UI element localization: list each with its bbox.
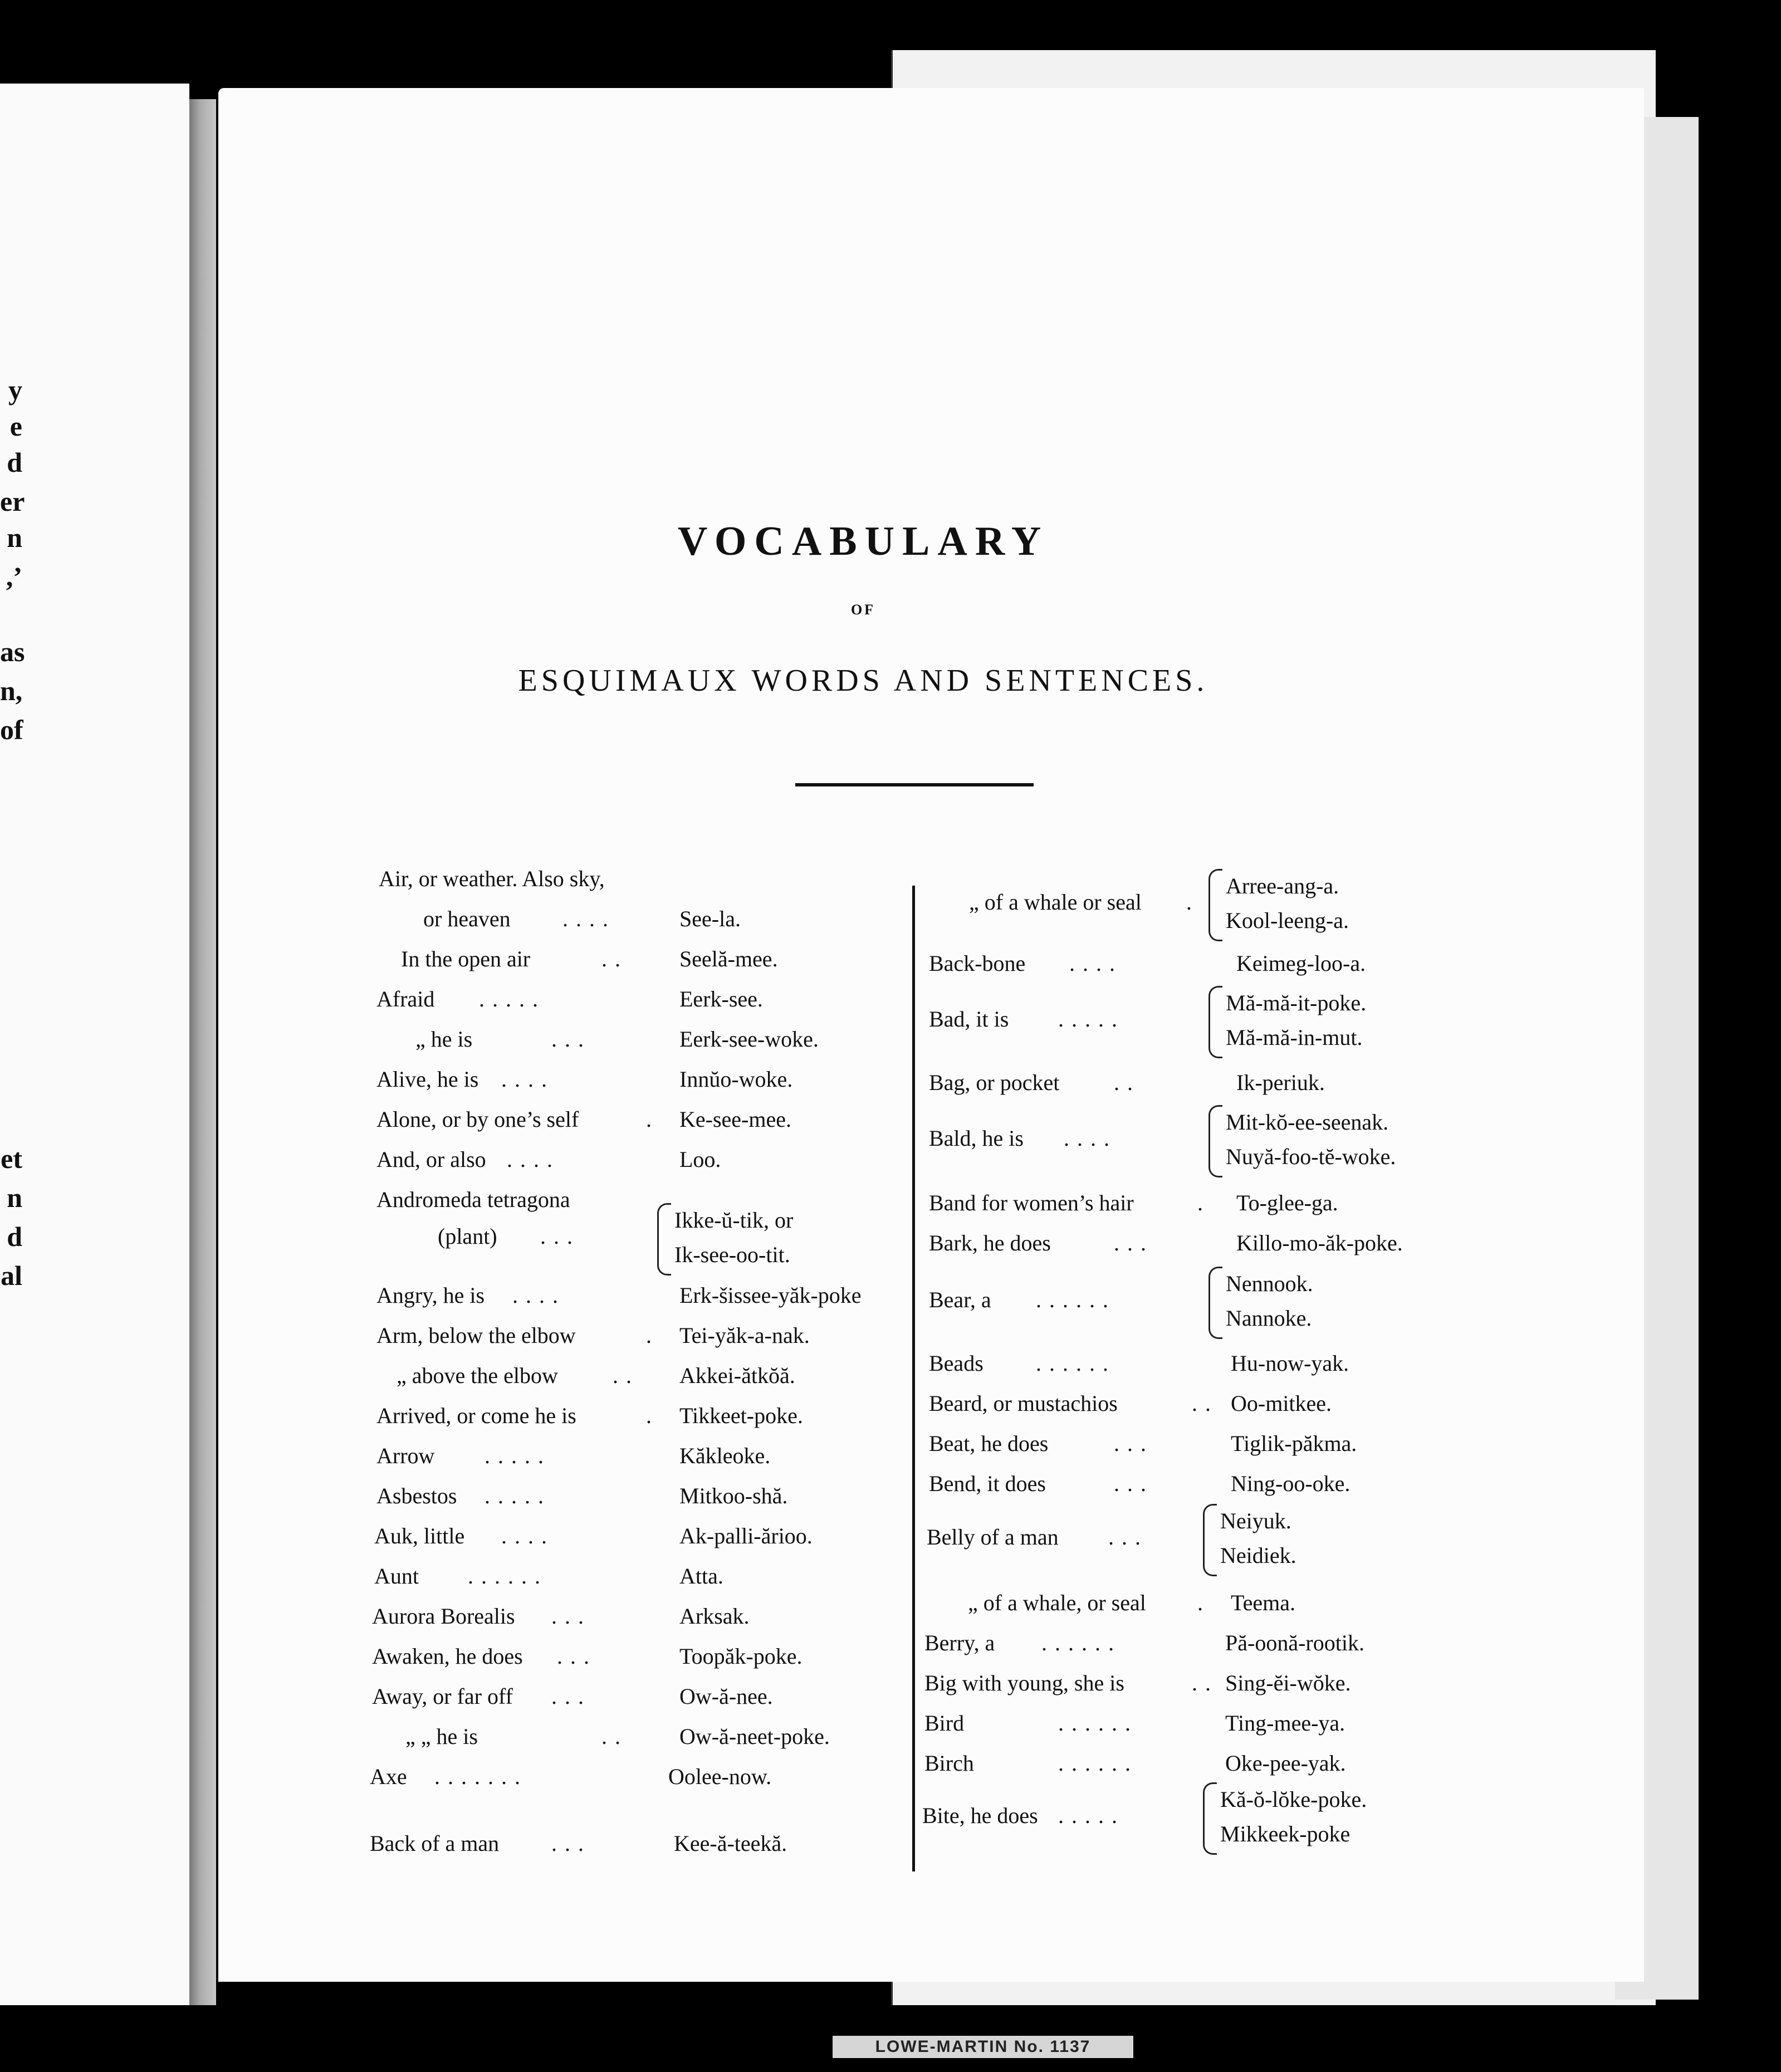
dots-text: . . . xyxy=(540,1224,574,1249)
esquimaux-term: Ak-palli-ărioo. xyxy=(679,1523,813,1548)
entry-english xyxy=(929,947,1025,980)
leader-dots xyxy=(1069,947,1116,980)
entry-english xyxy=(376,983,434,1016)
leader-dots xyxy=(1197,1186,1204,1220)
english-term: Bird xyxy=(924,1711,965,1736)
entry-english xyxy=(929,1186,1134,1220)
entry-esquimaux xyxy=(679,983,763,1016)
english-term: Belly of a man xyxy=(927,1524,1059,1550)
entry-esquimaux xyxy=(679,1319,810,1352)
dots-text: . . . xyxy=(551,1604,585,1629)
dots-text: . . . . . . xyxy=(1058,1711,1132,1736)
esquimaux-term: Ting-mee-ya. xyxy=(1225,1711,1345,1736)
edge-letter: ,’ xyxy=(6,561,22,592)
esquimaux-term: To-glee-ga. xyxy=(1236,1190,1338,1215)
entry-esquimaux xyxy=(679,1279,862,1312)
entry-english xyxy=(376,1143,486,1176)
entry-english xyxy=(929,1427,1048,1460)
entry-english xyxy=(924,1667,1124,1700)
english-term: Band for women’s hair xyxy=(929,1190,1134,1215)
leader-dots xyxy=(1186,869,1193,941)
entry-esquimaux xyxy=(1231,1467,1350,1501)
english-term: Axe xyxy=(370,1764,407,1789)
leader-dots xyxy=(434,1760,521,1794)
english-term: „ „ he is xyxy=(405,1724,478,1749)
entry-esquimaux xyxy=(679,1023,819,1056)
esquimaux-term: Neiyuk. xyxy=(1220,1508,1291,1533)
dots-text: . . . . . . xyxy=(1058,1751,1132,1776)
leader-dots xyxy=(1041,1626,1115,1660)
column-divider xyxy=(912,886,915,1871)
entry-english xyxy=(405,1720,478,1753)
esquimaux-term: Kă-ŏ-lŏke-poke. xyxy=(1220,1787,1367,1812)
entry-english xyxy=(929,1467,1046,1501)
esquimaux-variants xyxy=(1208,869,1349,941)
leader-dots xyxy=(1108,1504,1142,1576)
entry-esquimaux xyxy=(679,1439,770,1473)
leader-dots xyxy=(601,1720,622,1753)
variant-list xyxy=(1226,1105,1396,1174)
entry-english xyxy=(374,1560,419,1593)
entry-esquimaux xyxy=(1225,1747,1346,1780)
curly-brace xyxy=(1203,1782,1217,1855)
leader-dots xyxy=(1114,1066,1134,1099)
entry-english xyxy=(927,1504,1059,1576)
entry-english xyxy=(968,1586,1146,1620)
dots-text: . xyxy=(1197,1590,1204,1615)
english-term: Aurora Borealis xyxy=(372,1604,515,1629)
entry-esquimaux xyxy=(679,1399,803,1433)
esquimaux-variants xyxy=(1208,1105,1396,1177)
dots-text: . . . . . . xyxy=(468,1563,541,1589)
esquimaux-term: Loo. xyxy=(679,1147,721,1172)
entry-english xyxy=(924,1626,995,1660)
leader-dots xyxy=(501,1519,548,1553)
entry-esquimaux xyxy=(674,1827,787,1860)
leader-dots xyxy=(551,1600,585,1633)
english-term: Bad, it is xyxy=(929,1006,1009,1032)
variant-list xyxy=(1220,1504,1296,1573)
esquimaux-term: Mitkoo-shă. xyxy=(679,1483,788,1508)
esquimaux-term: Pă-oonă-rootik. xyxy=(1225,1630,1364,1655)
leader-dots xyxy=(1114,1467,1147,1501)
esquimaux-term: Teema. xyxy=(1231,1590,1296,1615)
dots-text: . . . . xyxy=(1069,951,1116,976)
entry-english xyxy=(376,1103,579,1136)
esquimaux-term: Ning-oo-oke. xyxy=(1231,1471,1351,1496)
esquimaux-term: Oke-pee-yak. xyxy=(1225,1751,1346,1776)
english-term: Asbestos xyxy=(376,1483,457,1508)
entry-english xyxy=(929,1267,991,1339)
entry-english xyxy=(929,1066,1059,1099)
edge-letter: n, xyxy=(0,675,23,706)
variant-list xyxy=(674,1203,793,1272)
leader-dots xyxy=(562,902,609,936)
leader-dots xyxy=(613,1359,633,1392)
entry-esquimaux xyxy=(1236,1066,1325,1099)
entry-english xyxy=(376,1439,434,1473)
english-term: In the open air xyxy=(401,946,531,971)
curly-brace xyxy=(1203,1504,1217,1576)
entry-english xyxy=(438,1203,497,1276)
entry-english xyxy=(401,942,530,976)
english-term: Bend, it does xyxy=(929,1471,1046,1496)
leader-dots xyxy=(1192,1667,1212,1700)
esquimaux-term: Mikkeek-poke xyxy=(1220,1821,1351,1846)
entry-esquimaux xyxy=(679,1640,802,1673)
entry-english xyxy=(922,1782,1038,1855)
dots-text: . . . . . . . xyxy=(434,1764,521,1789)
dots-text: . . . xyxy=(551,1831,585,1856)
entry-esquimaux xyxy=(1236,1186,1338,1220)
entry-esquimaux xyxy=(668,1760,771,1794)
english-term: Air, or weather. Also sky, xyxy=(379,866,605,891)
dots-text: . . xyxy=(1192,1670,1212,1695)
entry-english xyxy=(969,869,1142,941)
entry-esquimaux xyxy=(679,1680,773,1713)
catalogue-stamp: LOWE-MARTIN No. 1137 xyxy=(833,2036,1133,2058)
entry-english xyxy=(370,1827,499,1860)
entry-english xyxy=(423,902,511,936)
page-title: VOCABULARY xyxy=(677,519,1049,564)
dots-text: . . . . xyxy=(501,1523,548,1548)
esquimaux-term: Mă-mă-in-mut. xyxy=(1226,1025,1363,1050)
entry-esquimaux xyxy=(679,1063,792,1096)
english-term: Big with young, she is xyxy=(924,1670,1124,1695)
edge-letter: y xyxy=(8,374,22,405)
english-term: Bald, he is xyxy=(929,1126,1024,1151)
esquimaux-term: Nennook. xyxy=(1226,1271,1313,1296)
english-term: Arrived, or come he is xyxy=(376,1403,576,1428)
facing-page xyxy=(0,84,189,2022)
variant-list xyxy=(1220,1782,1367,1851)
leader-dots xyxy=(551,1680,585,1713)
esquimaux-term: Neidiek. xyxy=(1220,1543,1296,1568)
esquimaux-variants xyxy=(1203,1504,1296,1576)
entry-english xyxy=(376,1279,485,1312)
english-term: Angry, he is xyxy=(376,1283,485,1308)
edge-letter: n xyxy=(7,522,22,553)
leader-dots xyxy=(1058,1747,1132,1780)
entry-esquimaux xyxy=(679,1519,813,1553)
dots-text: . . . xyxy=(1114,1230,1147,1255)
entry-english xyxy=(372,1680,513,1713)
esquimaux-term: Kee-ă-teekă. xyxy=(674,1831,787,1856)
english-term: „ of a whale or seal xyxy=(969,890,1142,915)
leader-dots xyxy=(1036,1347,1109,1380)
entry-english xyxy=(397,1359,558,1392)
esquimaux-term: Eerk-see-woke. xyxy=(679,1027,819,1052)
dots-text: . . . . . . xyxy=(1036,1287,1109,1312)
page-subtitle: ESQUIMAUX WORDS AND SENTENCES. xyxy=(518,663,1208,698)
entry-esquimaux xyxy=(679,902,741,936)
english-term: Arm, below the elbow xyxy=(376,1323,576,1348)
edge-letter: e xyxy=(9,411,22,442)
entry-esquimaux xyxy=(679,1479,787,1513)
entry-esquimaux xyxy=(1231,1427,1357,1460)
facing-page-text-fragments xyxy=(0,0,25,2072)
leader-dots xyxy=(1064,1105,1110,1177)
english-term: Birch xyxy=(924,1751,974,1776)
esquimaux-term: Ke-see-mee. xyxy=(679,1107,791,1132)
entry-esquimaux xyxy=(1236,947,1366,980)
entry-english xyxy=(376,1063,478,1096)
leader-dots xyxy=(646,1319,653,1352)
dots-text: . . . xyxy=(1108,1524,1142,1550)
dots-text: . xyxy=(646,1403,653,1428)
edge-letter: d xyxy=(7,1221,22,1252)
entry-esquimaux xyxy=(1225,1667,1351,1700)
esquimaux-variants xyxy=(657,1203,793,1276)
entry-esquimaux xyxy=(679,1560,723,1593)
esquimaux-term: Nuyă-foo-tĕ-woke. xyxy=(1226,1144,1396,1169)
leader-dots xyxy=(512,1279,559,1312)
entry-english xyxy=(376,1319,576,1352)
esquimaux-term: Erk-šissee-yăk-poke xyxy=(679,1283,862,1308)
entry-english xyxy=(929,1105,1024,1177)
esquimaux-term: Kool-leeng-a. xyxy=(1226,908,1349,933)
leader-dots xyxy=(485,1439,545,1473)
esquimaux-term: Oolee-now. xyxy=(668,1764,772,1789)
leader-dots xyxy=(501,1063,548,1096)
english-term: Arrow xyxy=(376,1443,435,1468)
esquimaux-term: Ik-see-oo-tit. xyxy=(674,1242,790,1267)
entry-esquimaux xyxy=(1231,1347,1349,1380)
english-term: And, or also xyxy=(376,1147,486,1172)
edge-letter: of xyxy=(0,714,23,745)
entry-english xyxy=(929,1387,1118,1420)
dots-text: . . . xyxy=(557,1644,590,1669)
leader-dots xyxy=(646,1399,653,1433)
dots-text: . . . . xyxy=(512,1283,559,1308)
entry-esquimaux xyxy=(679,1143,721,1176)
leader-dots xyxy=(1058,986,1118,1058)
entry-esquimaux xyxy=(1225,1707,1345,1740)
leader-dots xyxy=(485,1479,545,1513)
english-term: or heaven xyxy=(423,906,511,931)
english-term: Aunt xyxy=(374,1563,419,1589)
entry-esquimaux xyxy=(679,1720,830,1753)
edge-letter: al xyxy=(1,1260,22,1291)
entry-english xyxy=(376,1399,576,1433)
dots-text: . xyxy=(1186,890,1193,915)
esquimaux-term: Kăkleoke. xyxy=(679,1443,771,1468)
edge-letter: er xyxy=(0,486,25,517)
english-term: Beard, or mustachios xyxy=(929,1391,1118,1416)
leader-dots xyxy=(540,1203,574,1276)
entry-esquimaux xyxy=(679,1600,750,1633)
edge-letter: et xyxy=(1,1143,22,1174)
esquimaux-term: Ikke-ŭ-tik, or xyxy=(674,1208,794,1233)
dots-text: . . xyxy=(1114,1070,1134,1095)
leader-dots xyxy=(1036,1267,1109,1339)
esquimaux-term: Hu-now-yak. xyxy=(1231,1351,1349,1376)
english-term: Alone, or by one’s self xyxy=(376,1107,579,1132)
dots-text: . . . . xyxy=(1064,1126,1110,1151)
esquimaux-term: Mă-mă-it-poke. xyxy=(1226,990,1367,1015)
dots-text: . . . . xyxy=(507,1147,554,1172)
curly-brace xyxy=(1208,1105,1222,1177)
edge-letter: n xyxy=(7,1182,22,1213)
esquimaux-term: See-la. xyxy=(679,906,741,931)
book-gutter xyxy=(189,99,216,2026)
dots-text: . . . . xyxy=(562,906,609,931)
entry-esquimaux xyxy=(1225,1626,1364,1660)
esquimaux-term: Nannoke. xyxy=(1226,1306,1312,1331)
english-term: Bark, he does xyxy=(929,1230,1051,1255)
esquimaux-term: Tei-yăk-a-nak. xyxy=(679,1323,810,1348)
dots-text: . . . . . xyxy=(485,1483,545,1508)
entry-english xyxy=(929,986,1009,1058)
esquimaux-term: Toopăk-poke. xyxy=(679,1644,803,1669)
curly-brace xyxy=(1208,986,1222,1058)
entry-esquimaux xyxy=(1231,1586,1295,1620)
dots-text: . . . . . xyxy=(1058,1803,1118,1828)
leader-dots xyxy=(1058,1707,1132,1740)
entry-english xyxy=(372,1600,515,1633)
english-term: Away, or far off xyxy=(372,1684,513,1709)
dots-text: . . xyxy=(601,1724,622,1749)
esquimaux-term: Ow-ă-neet-poke. xyxy=(679,1724,830,1749)
english-term: Back of a man xyxy=(370,1831,500,1856)
esquimaux-term: Akkei-ătkŏă. xyxy=(679,1363,795,1388)
esquimaux-variants xyxy=(1208,1267,1313,1339)
english-term: (plant) xyxy=(438,1224,497,1249)
english-term: Afraid xyxy=(376,986,435,1011)
dots-text: . . . xyxy=(551,1027,585,1052)
leader-dots xyxy=(1114,1427,1147,1460)
dots-text: . . . . . xyxy=(485,1443,545,1468)
english-term: Beads xyxy=(929,1351,984,1376)
entry-esquimaux xyxy=(1236,1226,1403,1260)
esquimaux-term: Ik-periuk. xyxy=(1236,1070,1325,1095)
esquimaux-term: Innŭo-woke. xyxy=(679,1067,793,1092)
entry-english xyxy=(374,1519,464,1553)
dots-text: . xyxy=(646,1323,653,1348)
leader-dots xyxy=(557,1640,590,1673)
english-term: Berry, a xyxy=(924,1630,995,1655)
curly-brace xyxy=(1208,869,1222,941)
entry-esquimaux xyxy=(1231,1387,1332,1420)
leader-dots xyxy=(1192,1387,1212,1420)
esquimaux-term: Atta. xyxy=(679,1563,723,1589)
leader-dots xyxy=(507,1143,554,1176)
leader-dots xyxy=(468,1560,541,1593)
english-term: „ above the elbow xyxy=(397,1363,558,1388)
esquimaux-term: Tiglik-păkma. xyxy=(1231,1431,1357,1456)
dots-text: . . . . . xyxy=(479,986,539,1011)
edge-letter: as xyxy=(0,636,25,667)
english-term: Alive, he is xyxy=(376,1067,479,1092)
variant-list xyxy=(1226,986,1366,1055)
esquimaux-variants xyxy=(1203,1782,1367,1855)
leader-dots xyxy=(646,1103,653,1136)
english-term: Beat, he does xyxy=(929,1431,1049,1456)
dots-text: . . . . xyxy=(501,1067,548,1092)
curly-brace xyxy=(1208,1267,1222,1339)
edge-letter: d xyxy=(7,447,22,478)
leader-dots xyxy=(1114,1226,1147,1260)
leader-dots xyxy=(551,1827,585,1860)
esquimaux-term: Arree-ang-a. xyxy=(1226,873,1339,898)
english-term: Bag, or pocket xyxy=(929,1070,1060,1095)
esquimaux-variants xyxy=(1208,986,1366,1058)
dots-text: . . . xyxy=(1114,1471,1147,1496)
entry-english xyxy=(415,1023,472,1056)
esquimaux-term: Mit-kŏ-ee-seenak. xyxy=(1226,1110,1389,1135)
leader-dots xyxy=(601,942,622,976)
dots-text: . . . . . . xyxy=(1041,1630,1115,1655)
english-term: Bear, a xyxy=(929,1287,991,1312)
dots-text: . xyxy=(1197,1190,1204,1215)
english-term: Awaken, he does xyxy=(372,1644,523,1669)
esquimaux-term: Seelă-mee. xyxy=(679,946,778,971)
entry-esquimaux xyxy=(679,942,778,976)
english-term: „ of a whale, or seal xyxy=(968,1590,1146,1615)
dots-text: . . . xyxy=(551,1684,585,1709)
leader-dots xyxy=(479,983,539,1016)
entry-esquimaux xyxy=(679,1359,795,1392)
dots-text: . . . . . xyxy=(1058,1006,1118,1032)
entry-esquimaux xyxy=(679,1103,791,1136)
curly-brace xyxy=(657,1203,671,1276)
entry-english xyxy=(929,1347,984,1380)
esquimaux-term: Sing-ĕi-wŏke. xyxy=(1225,1670,1351,1695)
esquimaux-term: Keimeg-loo-a. xyxy=(1236,951,1366,976)
esquimaux-term: Eerk-see. xyxy=(679,986,763,1011)
entry-english xyxy=(370,1760,407,1794)
entry-english xyxy=(379,862,605,896)
dots-text: . . xyxy=(601,946,622,971)
entry-english xyxy=(372,1640,523,1673)
title-connector: OF xyxy=(850,602,876,618)
entry-english xyxy=(376,1479,457,1513)
title-rule xyxy=(795,783,1034,786)
entry-english xyxy=(924,1707,964,1740)
dots-text: . . xyxy=(613,1363,633,1388)
esquimaux-term: Arksak. xyxy=(679,1604,750,1629)
english-term: Back-bone xyxy=(929,951,1026,976)
esquimaux-term: Killo-mo-ăk-poke. xyxy=(1236,1230,1403,1255)
english-term: Andromeda tetragona xyxy=(376,1187,570,1212)
esquimaux-term: Oo-mitkee. xyxy=(1231,1391,1332,1416)
leader-dots xyxy=(1197,1586,1204,1620)
english-term: Auk, little xyxy=(374,1523,465,1548)
entry-english xyxy=(924,1747,974,1780)
dots-text: . . xyxy=(1192,1391,1212,1416)
english-term: Bite, he does xyxy=(922,1803,1038,1828)
esquimaux-term: Ow-ă-nee. xyxy=(679,1684,773,1709)
esquimaux-term: Tikkeet-poke. xyxy=(679,1403,803,1428)
dots-text: . . . . . . xyxy=(1036,1351,1109,1376)
dots-text: . . . xyxy=(1114,1431,1147,1456)
leader-dots xyxy=(1058,1782,1118,1855)
entry-english xyxy=(929,1226,1051,1260)
variant-list xyxy=(1226,1267,1313,1336)
leader-dots xyxy=(551,1023,585,1056)
variant-list xyxy=(1226,869,1349,938)
dots-text: . xyxy=(646,1107,653,1132)
english-term: „ he is xyxy=(415,1027,473,1052)
